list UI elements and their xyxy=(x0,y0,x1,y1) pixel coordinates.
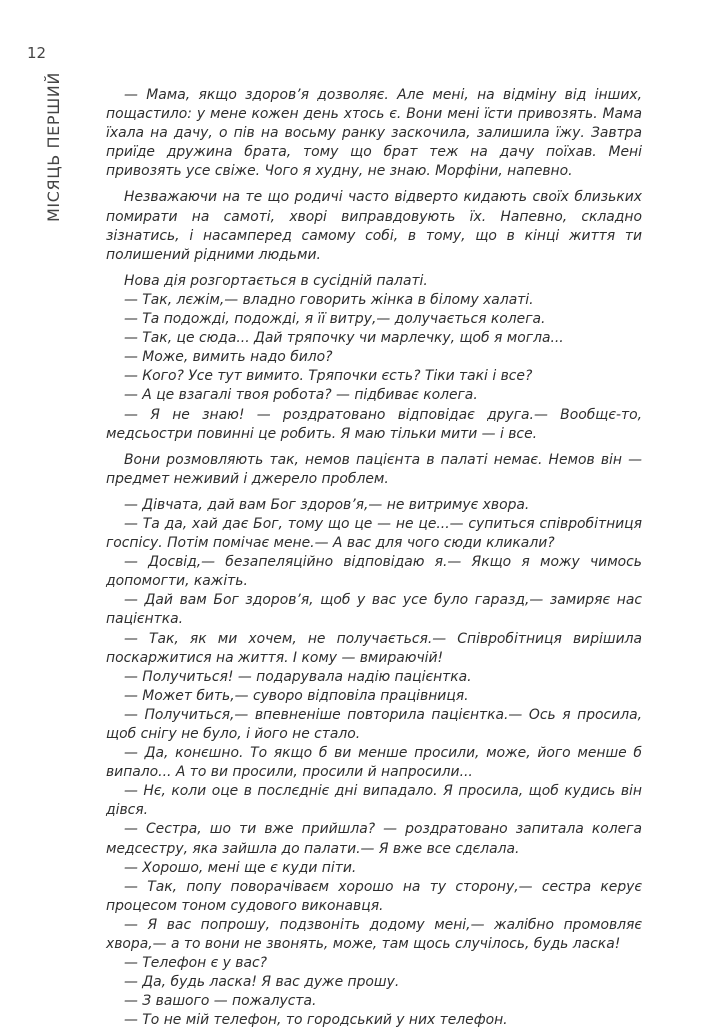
paragraph: — Так, це сюда... Дай тряпочку чи марлечку, щоб я могла... xyxy=(124,330,564,347)
paragraph: — Так, лєжім,— владно говорить жінка в білому халаті. xyxy=(124,291,534,308)
paragraph: — Телефон є у вас? xyxy=(124,955,268,972)
paragraph: — То не мій телефон, то городський у них телефон. xyxy=(124,1012,508,1029)
paragraph: — Та подожді, подожді, я її витру,— долучається колега. xyxy=(124,311,546,328)
paragraph: — Може, вимить надо било? xyxy=(124,349,333,366)
paragraph: — Хорошо, мені ще є куди піти. xyxy=(124,859,357,876)
paragraph: — Может бить,— суворо відповіла працівниця. xyxy=(124,687,469,704)
paragraph: Незважаючи на те що родичі часто відверто кидають своїх близьких помирати на самоті, хворі виправдовують їх. Напевно, складно зізнатись, і насамперед самому собі, в тому, що в кінці життя ти полишений рідними людьми. xyxy=(106,189,642,263)
paragraph: — З вашого — пожалуста. xyxy=(124,993,317,1010)
paragraph: — Досвід,— безапеляційно відповідаю я.— Якщо я можу чимось допомогти, кажіть. xyxy=(106,554,642,590)
paragraph: — Сестра, шо ти вже прийшла? — роздратовано запитала колега медсестру, яка зайшла до палати.— Я вже все сдєлала. xyxy=(106,821,642,857)
running-head: МІСЯЦЬ ПЕРШИЙ xyxy=(44,72,63,222)
paragraph: — А це взагалі твоя робота? — підбиває колега. xyxy=(124,387,478,404)
paragraph: Нова дія розгортається в сусідній палаті. xyxy=(124,272,428,289)
paragraph: — Дівчата, дай вам Бог здоров’я,— не витримує хвора. xyxy=(124,496,530,513)
paragraph: — Нє, коли оце в послєдніє дні випадало. Я просила, щоб кудись він дівся. xyxy=(106,783,642,819)
paragraph: — Да, будь ласка! Я вас дуже прошу. xyxy=(124,974,400,991)
page-number: 12 xyxy=(27,44,47,62)
paragraph: — Я не знаю! — роздратовано відповідає друга.— Вообщє-то, медсьостри повинні це робить. Я маю тільки мити — і все. xyxy=(106,406,642,442)
paragraph: Вони розмовляють так, немов пацієнта в палаті немає. Немов він — предмет неживий і джерело проблем. xyxy=(106,451,642,487)
body-text xyxy=(106,86,642,1031)
paragraph: — Дай вам Бог здоров’я, щоб у вас усе було гаразд,— замиряє нас пацієнтка. xyxy=(106,592,642,628)
paragraph: — Кого? Усе тут вимито. Тряпочки єсть? Тіки такі і все? xyxy=(124,368,533,385)
paragraph: — Я вас попрошу, подзвоніть додому мені,— жалібно промовляє хвора,— а то вони не звонять, може, там щось случілось, будь ласка! xyxy=(106,916,642,953)
paragraph: — Получиться,— впевненіше повторила пацієнтка.— Ось я просила, щоб снігу не було, і його не стало. xyxy=(106,706,642,742)
paragraph: — Получиться! — подарувала надію пацієнтка. xyxy=(124,668,472,685)
paragraph: — Да, конєшно. То якщо б ви менше просили, може, його менше б випало... А то ви просили, просили й напросили... xyxy=(106,745,642,781)
paragraph: — Та да, хай дає Бог, тому що це — не це...— супиться співробітниця госпісу. Потім помічає мене.— А вас для чого сюди кликали? xyxy=(106,515,642,552)
paragraph: — Так, попу поворачіваєм хорошо на ту сторону,— сестра керує процесом тоном судового виконавця. xyxy=(106,878,642,914)
paragraph: — Мама, якщо здоров’я дозволяє. Але мені, на відміну від інших, пощастило: у мене кожен день хтось є. Вони мені їсти привозять. Мама їхала на дачу, о пів на восьму ранку заскочила, залишила їжу. Завтра приїде дружина брата, тому що брат теж на дачу поїхав. Мені привозять усе свіже. Чого я худну, не знаю. Морфіни, напевно. xyxy=(106,87,642,180)
paragraph: — Так, як ми хочем, не получається.— Співробітниця вирішила поскаржитися на життя. І кому — вмираючій! xyxy=(106,630,642,666)
